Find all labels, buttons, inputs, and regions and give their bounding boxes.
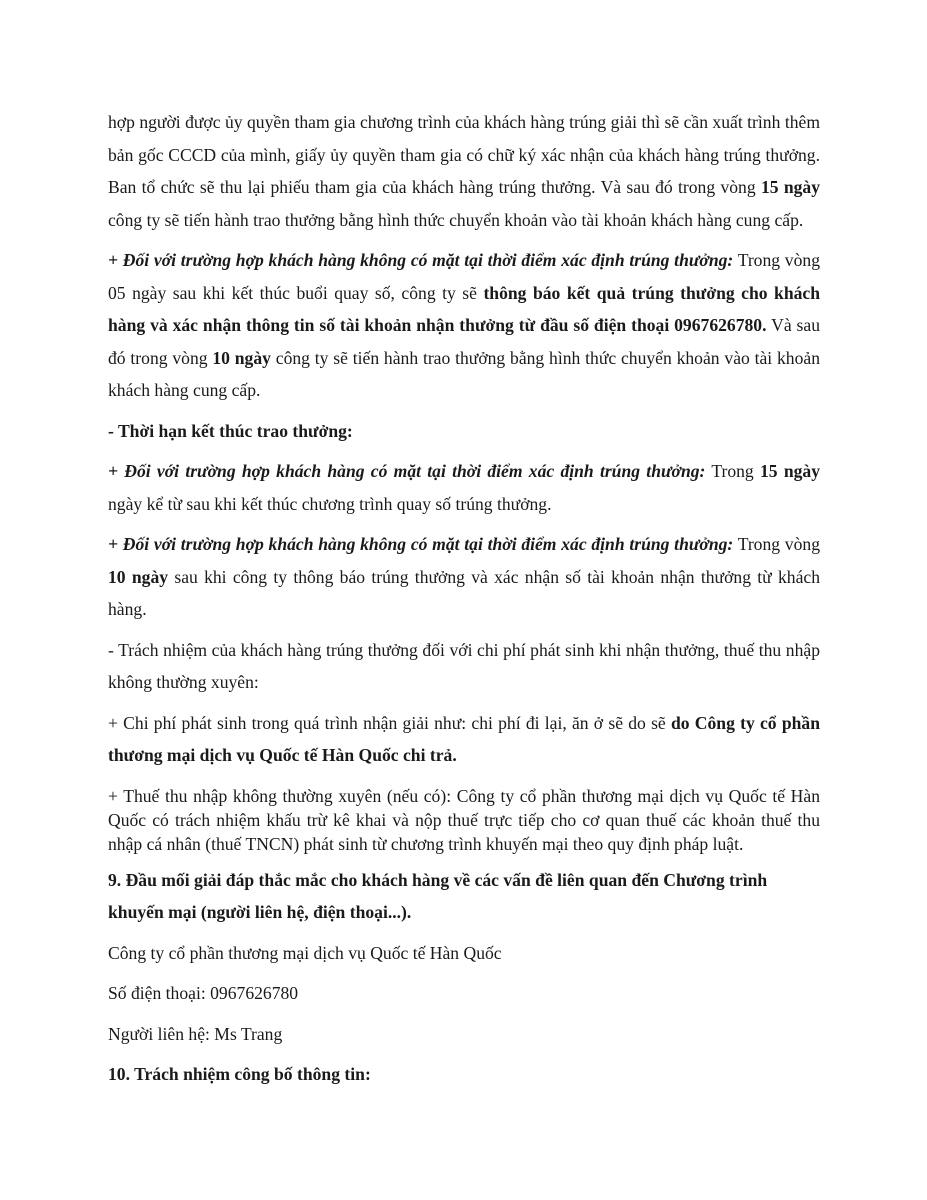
paragraph-deadline-absent: + Đối với trường hợp khách hàng không có mặt tại thời điểm xác định trúng thưởng: Trong vòng 10 ngày sau khi công ty thông báo trúng thưởng và xác nhận số tài khoản nhận thưởng từ khách hàng.	[108, 534, 820, 619]
phone-number: Số điện thoại: 0967626780	[108, 983, 299, 1003]
contact-person: Người liên hệ: Ms Trang	[108, 1023, 283, 1044]
bold-10-days: 10 ngày	[212, 347, 271, 368]
paragraph-authorized-person: hợp người được ủy quyền tham gia chương trình của khách hàng trúng giải thì sẽ cần xuất trình thêm bản gốc CCCD của mình, giấy ủy quyền tham gia có chữ ký xác nhận của khách hàng trúng thưởng. Ban tổ chức sẽ thu lại phiếu tham gia của khách hàng trúng thưởng. Và sau đó trong vòng 15 ngày công ty sẽ tiến hành trao thưởng bằng hình thức chuyển khoản vào tài khoản khách hàng cung cấp.	[108, 112, 821, 230]
heading-section-9: 9. Đầu mối giải đáp thắc mắc cho khách hàng về các vấn đề liên quan đến Chương trình khuyến mại (người liên hệ, điện thoại...).	[108, 869, 768, 922]
paragraph-deadline-present: + Đối với trường hợp khách hàng có mặt tại thời điểm xác định trúng thưởng: Trong 15 ngày ngày kể từ sau khi kết thúc chương trình quay số trúng thưởng.	[108, 461, 821, 514]
paragraph-absent-customer: + Đối với trường hợp khách hàng không có mặt tại thời điểm xác định trúng thưởng: Trong vòng 05 ngày sau khi kết thúc buổi quay số, công ty sẽ thông báo kết quả trúng thưởng cho khách hàng và xác nhận thông tin số tài khoản nhận thưởng từ đầu số điện thoại 0967626780. Và sau đó trong vòng 10 ngày công ty sẽ tiến hành trao thưởng bằng hình thức chuyển khoản vào tài khoản khách hàng cung cấp.	[108, 250, 821, 400]
italic-lead: + Đối với trường hợp khách hàng có mặt tại thời điểm xác định trúng thưởng:	[108, 461, 706, 481]
paragraph-customer-responsibility: - Trách nhiệm của khách hàng trúng thưởng đối với chi phí phát sinh khi nhận thưởng, thuế thu nhập không thường xuyên:	[108, 639, 820, 692]
heading-section-10: 10. Trách nhiệm công bố thông tin:	[108, 1064, 371, 1084]
paragraph-expenses: + Chi phí phát sinh trong quá trình nhận giải như: chi phí đi lại, ăn ở sẽ do sẽ do Công ty cổ phần thương mại dịch vụ Quốc tế Hàn Quốc chi trả.	[108, 712, 820, 765]
bold-15-days: 15 ngày	[760, 177, 821, 197]
italic-lead: + Đối với trường hợp khách hàng không có mặt tại thời điểm xác định trúng thưởng:	[108, 534, 734, 554]
bold-15-days: 15 ngày	[759, 461, 821, 481]
bold-10-days: 10 ngày	[108, 566, 169, 587]
document-page	[108, 106, 820, 1091]
bold-notification: thông báo kết quả trúng thưởng cho khách hàng và xác nhận thông tin số tài khoản nhận thưởng từ đầu số điện thoại 0967626780.	[108, 282, 821, 335]
company-name: Công ty cổ phần thương mại dịch vụ Quốc tế Hàn Quốc	[108, 942, 502, 963]
bold-company-pays: do Công ty cổ phần thương mại dịch vụ Quốc tế Hàn Quốc chi trả.	[108, 712, 820, 765]
italic-lead: + Đối với trường hợp khách hàng không có mặt tại thời điểm xác định trúng thưởng:	[108, 250, 734, 270]
heading-award-deadline: - Thời hạn kết thúc trao thưởng:	[108, 420, 353, 441]
paragraph-income-tax: + Thuế thu nhập không thường xuyên (nếu có): Công ty cổ phần thương mại dịch vụ Quốc tế Hàn Quốc có trách nhiệm khấu trừ kê khai và nộp thuế trực tiếp cho cơ quan thuế các khoản thuế thu nhập cá nhân (thuế TNCN) phát sinh từ chương trình khuyến mại theo quy định pháp luật.	[108, 785, 820, 854]
